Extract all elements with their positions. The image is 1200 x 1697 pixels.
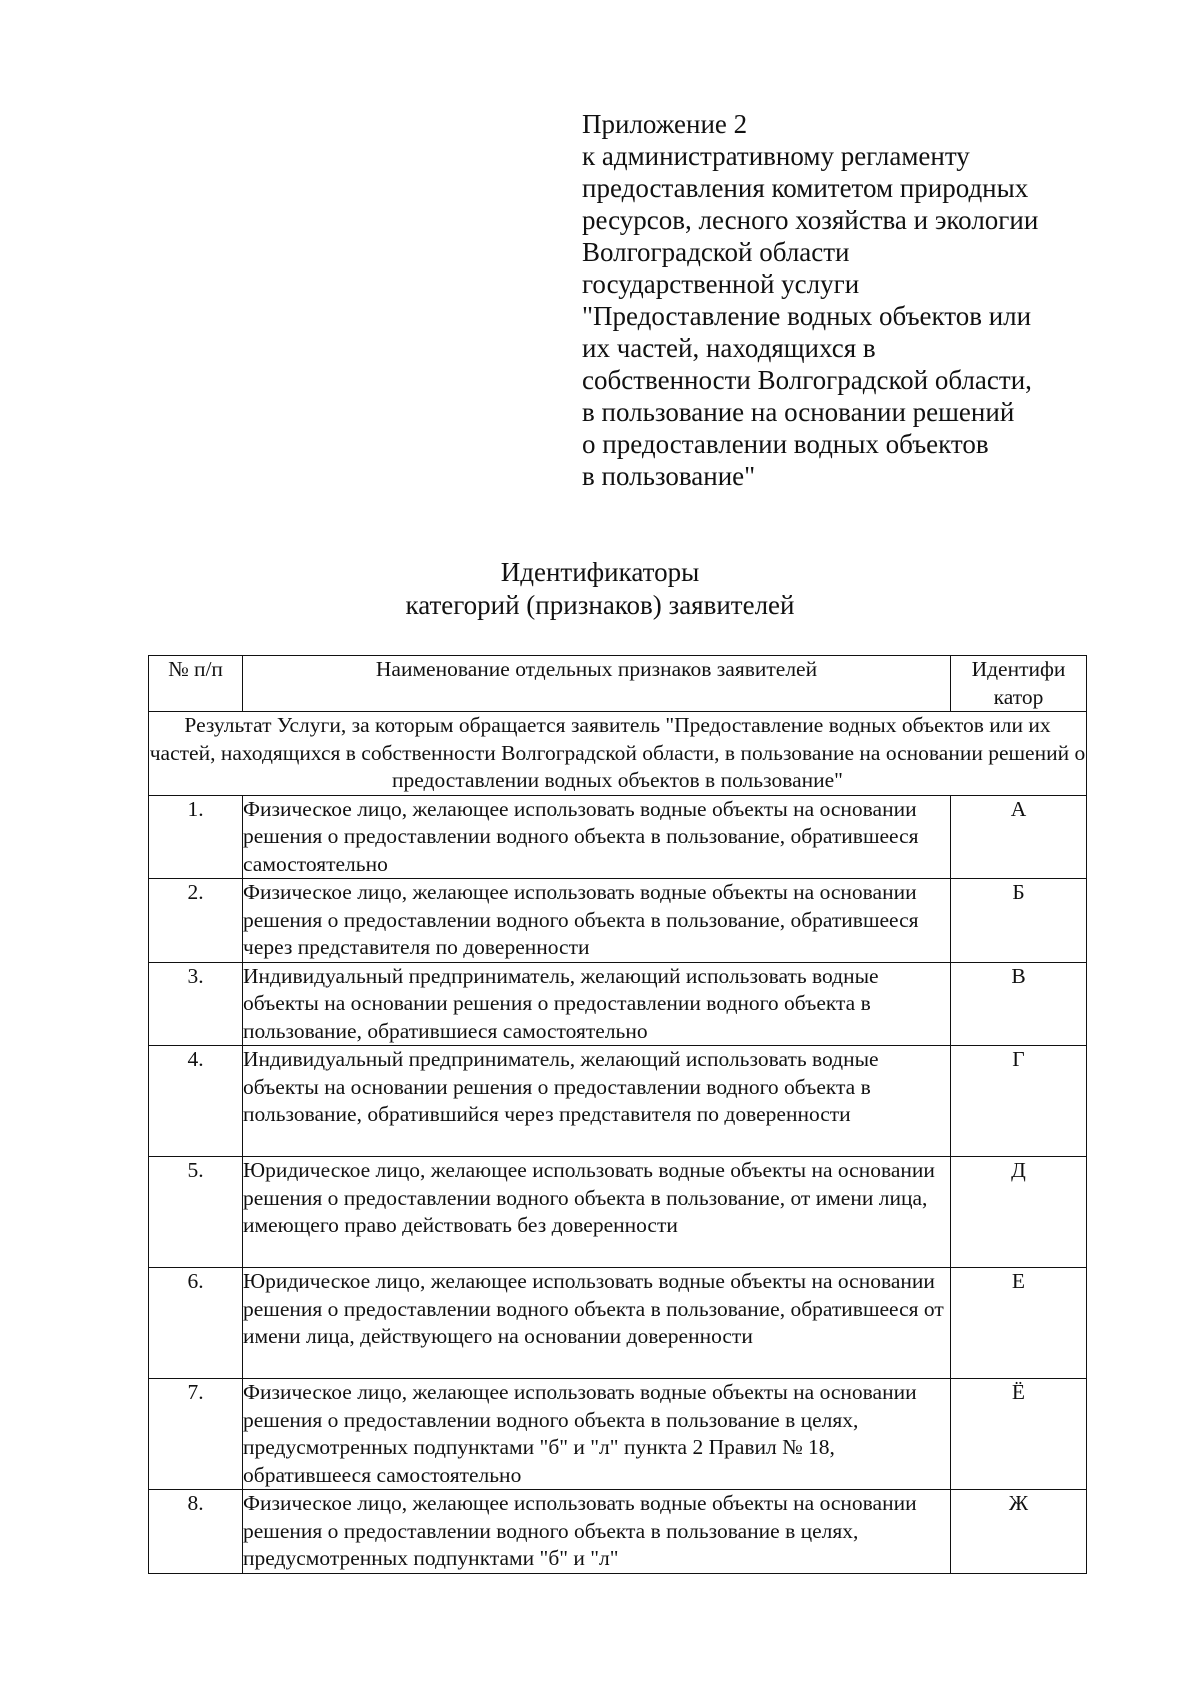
document-title-line-1: Идентификаторы	[500, 557, 700, 587]
row-identifier: Ж	[951, 1490, 1087, 1574]
document-title	[0, 556, 1200, 622]
table-row	[149, 1379, 1087, 1490]
row-name: Юридическое лицо, желающее использовать водные объекты на основании решения о предоставлении водного объекта в пользование, обратившееся от имени лица, действующего на основании доверенности	[243, 1268, 951, 1379]
table-row	[149, 1490, 1087, 1574]
row-name: Физическое лицо, желающее использовать водные объекты на основании решения о предоставлении водного объекта в пользование, обратившееся через представителя по доверенности	[243, 879, 951, 963]
table-row	[149, 1046, 1087, 1157]
row-identifier: В	[951, 962, 1087, 1046]
document-title-line-2: категорий (признаков) заявителей	[405, 590, 795, 620]
appendix-line: ресурсов, лесного хозяйства и экологии	[582, 205, 1039, 235]
appendix-line: их частей, находящихся в	[582, 333, 876, 363]
row-name: Юридическое лицо, желающее использовать водные объекты на основании решения о предоставлении водного объекта в пользование, от имени лица, имеющего право действовать без доверенности	[243, 1157, 951, 1268]
row-name: Физическое лицо, желающее использовать водные объекты на основании решения о предоставлении водного объекта в пользование, обратившееся самостоятельно	[243, 795, 951, 879]
appendix-line: "Предоставление водных объектов или	[582, 301, 1032, 331]
appendix-header	[582, 108, 1142, 492]
row-number: 4.	[149, 1046, 243, 1157]
header-identifier: Идентифи катор	[951, 656, 1087, 712]
row-number: 7.	[149, 1379, 243, 1490]
row-number: 1.	[149, 795, 243, 879]
section-row	[149, 712, 1087, 796]
row-identifier: Ё	[951, 1379, 1087, 1490]
row-identifier: Г	[951, 1046, 1087, 1157]
table-row	[149, 879, 1087, 963]
row-name: Индивидуальный предприниматель, желающий использовать водные объекты на основании решения о предоставлении водного объекта в пользование, обратившиеся самостоятельно	[243, 962, 951, 1046]
row-number: 3.	[149, 962, 243, 1046]
row-identifier: Б	[951, 879, 1087, 963]
identifiers-table	[148, 655, 1087, 1574]
appendix-line: государственной услуги	[582, 269, 860, 299]
table-header-row	[149, 656, 1087, 712]
row-name: Физическое лицо, желающее использовать водные объекты на основании решения о предоставлении водного объекта в пользование в целях, предусмотренных подпунктами "б" и "л" пункта 2 Правил № 18, обратившееся самостоятельно	[243, 1379, 951, 1490]
appendix-line: Волгоградской области	[582, 237, 850, 267]
appendix-line: собственности Волгоградской области,	[582, 365, 1032, 395]
row-identifier: Д	[951, 1157, 1087, 1268]
header-number: № п/п	[149, 656, 243, 712]
table-row	[149, 962, 1087, 1046]
table-row	[149, 795, 1087, 879]
appendix-line: к административному регламенту	[582, 141, 970, 171]
row-identifier: А	[951, 795, 1087, 879]
table-row	[149, 1157, 1087, 1268]
appendix-line: в пользование"	[582, 461, 756, 491]
row-name: Физическое лицо, желающее использовать водные объекты на основании решения о предоставлении водного объекта в пользование в целях, предусмотренных подпунктами "б" и "л"	[243, 1490, 951, 1574]
table-row	[149, 1268, 1087, 1379]
row-number: 5.	[149, 1157, 243, 1268]
appendix-line: о предоставлении водных объектов	[582, 429, 989, 459]
row-name: Индивидуальный предприниматель, желающий использовать водные объекты на основании решения о предоставлении водного объекта в пользование, обратившийся через представителя по доверенности	[243, 1046, 951, 1157]
row-number: 6.	[149, 1268, 243, 1379]
appendix-line: предоставления комитетом природных	[582, 173, 1029, 203]
section-row-text: Результат Услуги, за которым обращается заявитель "Предоставление водных объектов или их частей, находящихся в собственности Волгоградской области, в пользование на основании решений о предоставлении водных объектов в пользование"	[149, 712, 1087, 796]
appendix-line: Приложение 2	[582, 109, 748, 139]
row-number: 2.	[149, 879, 243, 963]
row-identifier: Е	[951, 1268, 1087, 1379]
row-number: 8.	[149, 1490, 243, 1574]
appendix-line: в пользование на основании решений	[582, 397, 1015, 427]
header-name: Наименование отдельных признаков заявителей	[243, 656, 951, 712]
